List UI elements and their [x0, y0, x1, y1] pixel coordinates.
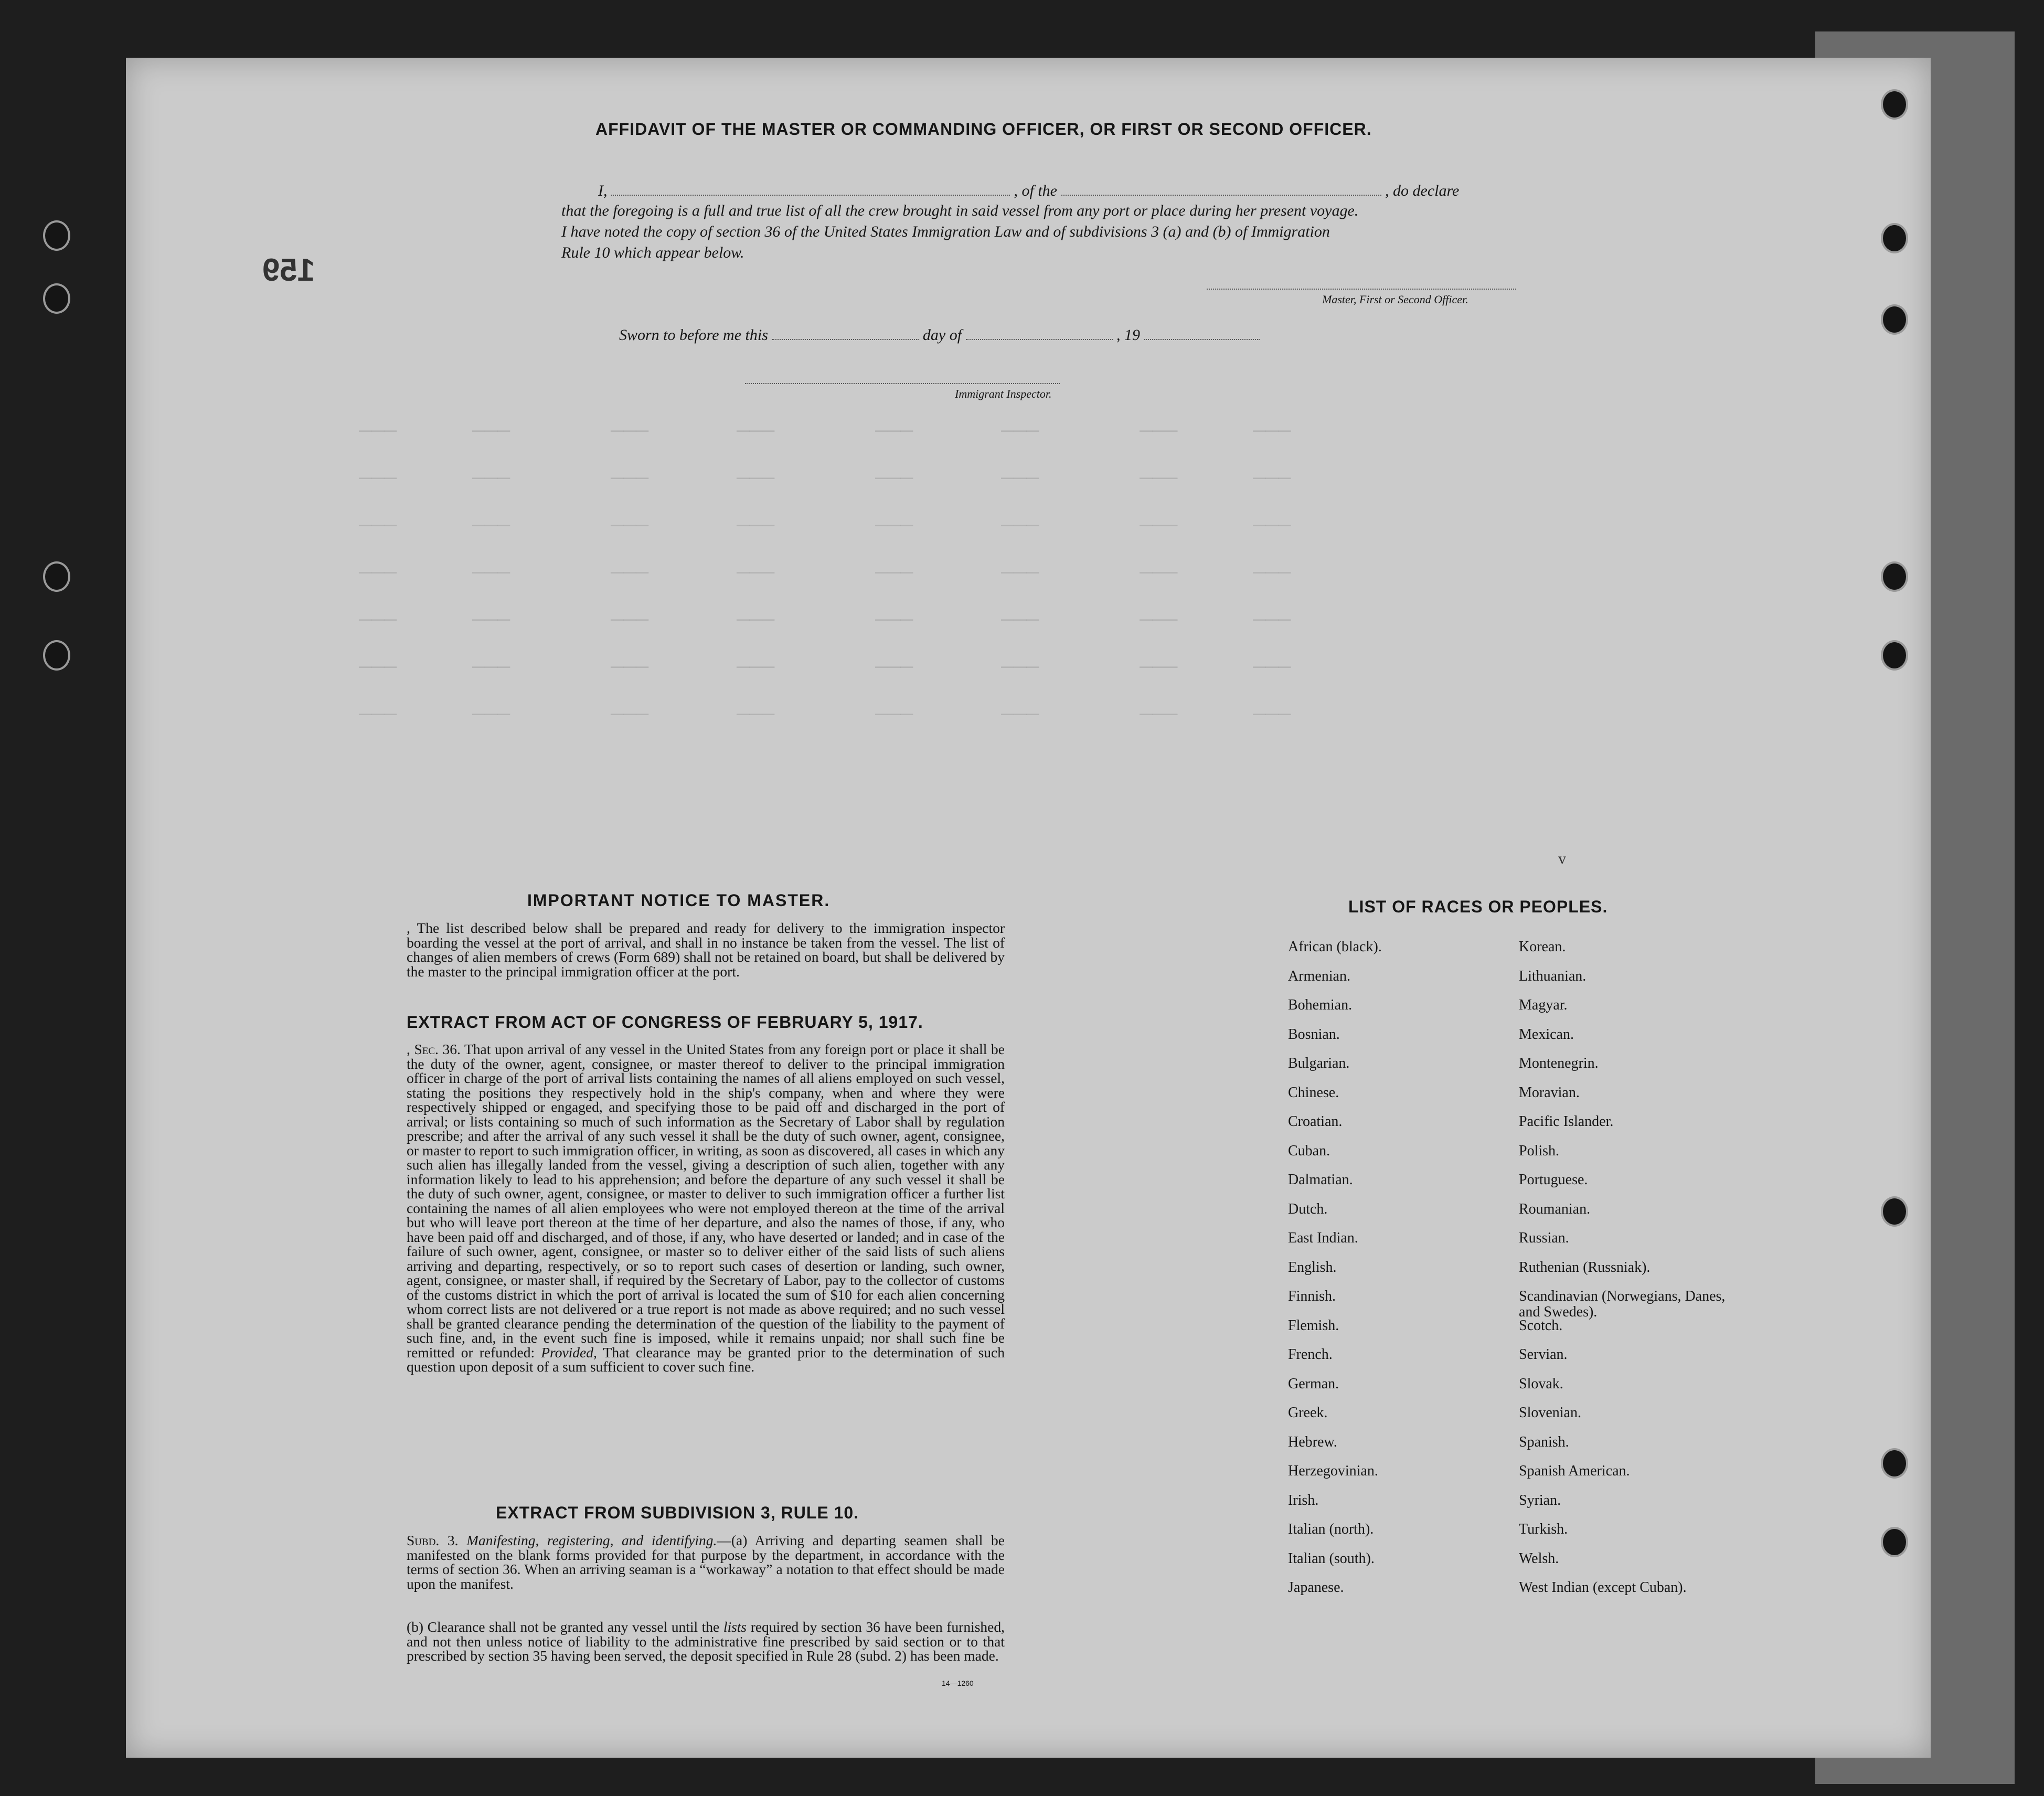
races-list-left	[1288, 939, 1487, 1609]
race-item: Dalmatian.	[1288, 1172, 1353, 1188]
subd-b-part-1: (b) Clearance shall not be granted any vessel until the	[407, 1619, 720, 1635]
rule-heading: EXTRACT FROM SUBDIVISION 3, RULE 10.	[496, 1503, 859, 1522]
race-item: Italian (south).	[1288, 1550, 1375, 1567]
affidavit-i: I,	[598, 182, 608, 199]
subd-a-body: —(a) Arriving and departing seamen shall be manifested on the blank forms provided for that purpose by the department, in accordance with the terms of section 36. When an arriving seaman is a “workaway” a notation to that effect should be made upon the manifest.	[407, 1532, 1005, 1592]
bleed-through-texture: ——— ——— ——— ——— ——— ——— ——— ——— ——— ——— ——— ——— ——— ——— ——— ——— ——— ——— ——— ——— ——— ——— ——— ——— ——— ——— ——— ——— ——— ——— ——— ——— ——— ——— ——— ——— ——— ——— ——— ——— ——— ——— ——— ——— ——— ——— ——— ——— ——— ——— ——— ——— ——— ——— ——— ———	[359, 420, 1291, 727]
affidavit-line-3: I have noted the copy of section 36 of the United States Immigration Law and of subdivisions 3 (a) and (b) of Immigration	[561, 223, 1330, 240]
race-item: Spanish American.	[1519, 1463, 1630, 1479]
year-label: , 19	[1116, 326, 1141, 344]
print-code: 14—1260	[942, 1679, 974, 1687]
notice-text: , The list described below shall be prepared and ready for delivery to the immigration inspector boarding the vessel at the port of arrival, and shall in no instance be taken from the vessel. The list of changes of alien members of crews (Form 689) shall not be retained on board, but shall be delivered by the master to the principal immigration officer at the port.	[407, 920, 1005, 980]
race-item: Scotch.	[1519, 1317, 1563, 1334]
margin-stamp-number: 159	[262, 252, 315, 288]
affidavit-title: AFFIDAVIT OF THE MASTER OR COMMANDING OFFICER, OR FIRST OR SECOND OFFICER.	[595, 120, 1372, 139]
race-item: Moravian.	[1519, 1084, 1580, 1101]
subdivision-3b-text	[407, 1620, 1005, 1663]
race-item: Bohemian.	[1288, 997, 1353, 1013]
inspector-signature-line[interactable]	[745, 373, 1060, 384]
race-item: Servian.	[1519, 1346, 1568, 1363]
race-item: Roumanian.	[1519, 1200, 1591, 1217]
section-36-lead: , Sec. 36.	[407, 1041, 461, 1057]
race-item: Turkish.	[1519, 1521, 1568, 1537]
race-item: African (black).	[1288, 939, 1382, 955]
subdivision-3a-text	[407, 1533, 1005, 1591]
sworn-day-field[interactable]	[772, 325, 919, 340]
races-list-right	[1519, 939, 1739, 1609]
binder-hole-right-6	[1881, 1196, 1908, 1227]
race-item: Ruthenian (Russniak).	[1519, 1259, 1651, 1276]
race-item: Cuban.	[1288, 1142, 1330, 1159]
races-heading: LIST OF RACES OR PEOPLES.	[1348, 897, 1608, 916]
binder-hole-right-7	[1881, 1448, 1908, 1479]
binder-hole-right-4	[1881, 561, 1908, 592]
race-item: Bosnian.	[1288, 1026, 1340, 1043]
race-item: Slovak.	[1519, 1375, 1563, 1392]
sworn-label: Sworn to before me this	[619, 326, 768, 344]
master-signature-caption: Master, First or Second Officer.	[1322, 293, 1468, 306]
binder-hole-right-2	[1881, 223, 1908, 253]
race-item: Chinese.	[1288, 1084, 1339, 1101]
race-item: English.	[1288, 1259, 1337, 1276]
race-item: Lithuanian.	[1519, 968, 1587, 984]
sworn-month-field[interactable]	[966, 325, 1113, 340]
binder-hole-right-8	[1881, 1527, 1908, 1557]
race-item: East Indian.	[1288, 1230, 1358, 1246]
race-item: Finnish.	[1288, 1288, 1336, 1304]
race-item: Croatian.	[1288, 1113, 1343, 1130]
race-item: West Indian (except Cuban).	[1519, 1579, 1687, 1596]
race-item: Portuguese.	[1519, 1172, 1588, 1188]
affidavit-line-1	[598, 181, 1459, 200]
proviso-word: Provided,	[541, 1344, 597, 1361]
race-item: Armenian.	[1288, 968, 1350, 984]
day-of-label: day of	[922, 326, 962, 344]
sworn-line	[619, 325, 1260, 344]
binder-hole-right-1	[1881, 89, 1908, 120]
race-item: Spanish.	[1519, 1433, 1569, 1450]
race-item: Scandinavian (Norwegians, Danes, and Swedes).	[1519, 1288, 1726, 1320]
race-item: Montenegrin.	[1519, 1055, 1599, 1071]
race-item: Italian (north).	[1288, 1521, 1374, 1537]
race-item: Dutch.	[1288, 1200, 1328, 1217]
binder-hole-left-4	[43, 640, 70, 671]
master-name-field[interactable]	[611, 181, 1010, 196]
race-item: Irish.	[1288, 1492, 1319, 1508]
race-item: Bulgarian.	[1288, 1055, 1350, 1071]
vessel-name-field[interactable]	[1061, 181, 1381, 196]
section-36-text	[407, 1042, 1005, 1374]
race-item: Flemish.	[1288, 1317, 1339, 1334]
race-item: Mexican.	[1519, 1026, 1574, 1043]
race-item: Korean.	[1519, 939, 1566, 955]
affidavit-do-declare: , do declare	[1385, 182, 1460, 199]
binder-hole-right-5	[1881, 640, 1908, 671]
race-item: Hebrew.	[1288, 1433, 1337, 1450]
race-item: Japanese.	[1288, 1579, 1344, 1596]
race-item: German.	[1288, 1375, 1339, 1392]
subd-b-part-2: required by section 36 have been furnished, and not then unless notice of liability to the administrative fine prescribed by said section or to that prescribed by section 35 having been served, the deposit specified in Rule 28 (subd. 2) has been made.	[407, 1619, 1005, 1664]
lists-word: lists	[723, 1619, 747, 1635]
notice-heading: IMPORTANT NOTICE TO MASTER.	[527, 891, 831, 910]
race-item: Welsh.	[1519, 1550, 1559, 1567]
race-item: Russian.	[1519, 1230, 1569, 1246]
sworn-year-field[interactable]	[1144, 325, 1260, 340]
subd-title: Manifesting, registering, and identifying.	[466, 1532, 717, 1548]
binder-hole-left-3	[43, 561, 70, 592]
subd-lead: Subd. 3.	[407, 1532, 459, 1548]
proviso-text: That clearance may be granted prior to the determination of such question upon deposit of a sum sufficient to cover such fine.	[407, 1344, 1005, 1375]
binder-hole-left-1	[43, 220, 70, 251]
affidavit-line-2: that the foregoing is a full and true list of all the crew brought in said vessel from any port or place during her present voyage.	[561, 202, 1359, 219]
affidavit-line-4: Rule 10 which appear below.	[561, 244, 744, 261]
affidavit-of-the: , of the	[1014, 182, 1057, 199]
race-item: Herzegovinian.	[1288, 1463, 1378, 1479]
race-item: Pacific Islander.	[1519, 1113, 1614, 1130]
inspector-caption: Immigrant Inspector.	[955, 387, 1052, 400]
race-item: Polish.	[1519, 1142, 1560, 1159]
act-heading: EXTRACT FROM ACT OF CONGRESS OF FEBRUARY 5, 1917.	[407, 1013, 923, 1032]
race-item: Magyar.	[1519, 997, 1568, 1013]
master-signature-line[interactable]	[1207, 278, 1516, 290]
race-item: Slovenian.	[1519, 1405, 1581, 1421]
binder-hole-right-3	[1881, 304, 1908, 335]
race-item: Greek.	[1288, 1405, 1328, 1421]
binder-hole-left-2	[43, 283, 70, 314]
race-item: Syrian.	[1519, 1492, 1561, 1508]
section-36-body: That upon arrival of any vessel in the United States from any foreign port or place it shall be the duty of the owner, agent, consignee, or master thereof to deliver to the principal immigration officer in charge of the port of arrival lists containing the names of all aliens employed on such vessel, stating the positions they respectively hold in the ship's company, when and where they were respectively shipped or engaged, and specifying those to be paid off and discharged in the port of arrival; or lists containing so much of such information as the Secretary of Labor shall by regulation prescribe; and after the arrival of any such vessel it shall be the duty of such owner, agent, consignee, or master to report to such immigration officer, in writing, as soon as discovered, all cases in which any such alien has illegally landed from the vessel, giving a description of such alien, together with any information likely to lead to his apprehension; and before the departure of any such vessel it shall be the duty of such owner, agent, consignee, or master to deliver to such immigration officer a further list containing the names of all alien employees who were not employed thereon at the time of the arrival but who will leave port thereon at the time of her departure, and also the names of those, if any, who have been paid off and discharged, and of those, if any, who have deserted or landed; and in case of the failure of such owner, agent, consignee, or master so to deliver either of the said lists of such aliens arriving and departing, respectively, or so to report such cases of desertion or landing, such owner, agent, consignee, or master shall, if required by the Secretary of Labor, pay to the collector of customs of the customs district in which the port of arrival is located the sum of $10 for each alien concerning whom correct lists are not delivered or a true report is not made as above required; and no such vessel shall be granted clearance pending the determination of the question of the liability to the payment of such fine, and, in the event such fine is imposed, while it remains unpaid; nor shall such fine be remitted or refunded:	[407, 1041, 1005, 1361]
margin-check-mark: v	[1558, 850, 1566, 867]
race-item: French.	[1288, 1346, 1333, 1363]
